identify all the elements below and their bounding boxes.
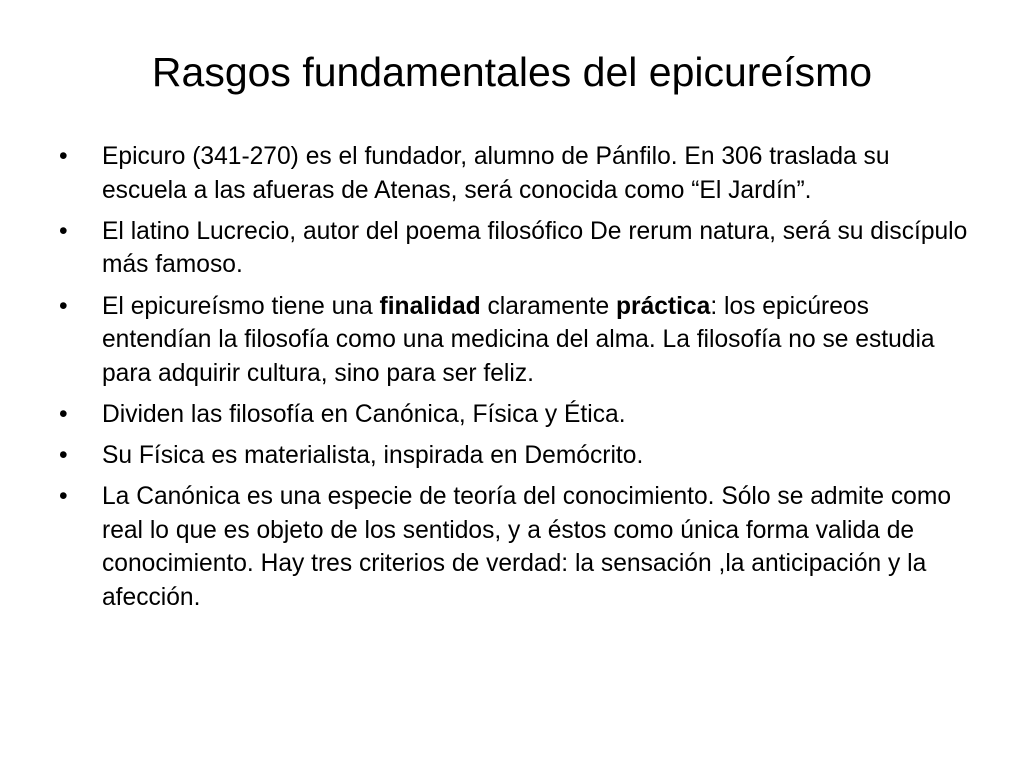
bullet-item-fisica — [59, 439, 979, 473]
bullet-item-founder — [59, 140, 979, 207]
bullet-item-lucrecio — [59, 215, 979, 282]
text-segment: El latino Lucrecio, autor del poema filosófico De rerum natura, será su discípulo más famoso. — [102, 217, 968, 279]
slide-title: Rasgos fundamentales del epicureísmo — [151, 49, 873, 95]
text-segment: claramente — [480, 292, 616, 320]
bullet-icon: • — [59, 400, 68, 428]
bullet-text — [102, 293, 935, 387]
text-segment: Su Física es materialista, inspirada en Demócrito. — [102, 442, 644, 470]
bullet-text — [102, 401, 626, 428]
bullet-icon: • — [59, 442, 68, 470]
bold-text-practica: práctica — [615, 292, 711, 320]
bullet-icon: • — [59, 292, 68, 320]
text-segment: La Canónica es una especie de teoría del conocimiento. Sólo se admite como real lo que es objeto de los sentidos, y a éstos como única forma valida de conocimiento. Hay tres criterios de verdad: la sensación ,la anticipación y la afección. — [102, 483, 952, 611]
text-segment: Epicuro (341-270) es el fundador, alumno de Pánfilo. En 306 traslada su escuela a las afueras de Atenas, será conocida como “El Jardín”. — [102, 143, 890, 204]
text-segment: El epicureísmo tiene una — [102, 292, 380, 320]
bullet-icon: • — [59, 483, 68, 511]
bullet-icon: • — [59, 143, 68, 170]
bullet-list — [59, 140, 979, 622]
bullet-item-finalidad — [59, 290, 979, 391]
bullet-text — [102, 483, 951, 611]
bullet-icon: • — [59, 217, 68, 245]
bullet-text — [102, 442, 643, 469]
bullet-item-canonica — [59, 480, 979, 614]
bullet-text — [102, 143, 890, 204]
bold-text-finalidad: finalidad — [379, 292, 481, 320]
bullet-text — [102, 218, 967, 279]
text-segment: : los epicúreos entendían la filosofía como una medicina del alma. La filosofía no se estudia para adquirir cultura, sino para ser feliz. — [102, 292, 935, 387]
bullet-item-divisiones — [59, 398, 979, 432]
text-segment: Dividen las filosofía en Canónica, Física y Ética. — [102, 400, 626, 428]
